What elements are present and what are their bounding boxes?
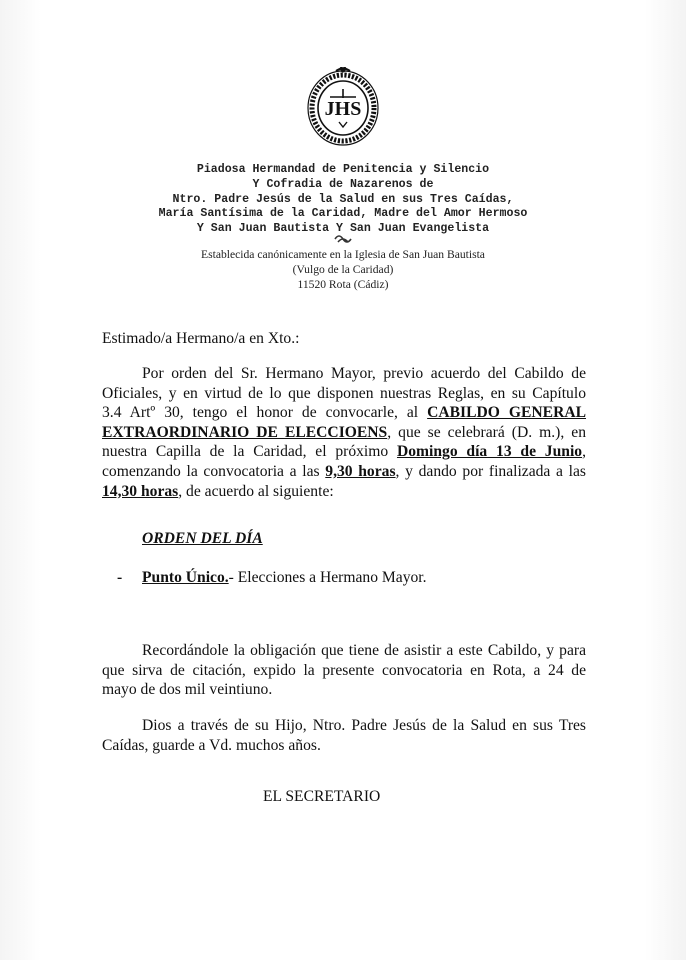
brotherhood-name-header — [100, 163, 586, 237]
paragraph-line: 3.4 Artº 30, tengo el honor de convocarle, al CABILDO GENERAL — [102, 404, 586, 422]
header-line: Y Cofradia de Nazarenos de — [252, 177, 434, 191]
citation-paragraph — [102, 641, 586, 700]
agenda-item-label: Punto Único. — [142, 569, 229, 586]
extraordinario-emphasis: EXTRAORDINARIO DE ELECCIOENS — [102, 423, 388, 441]
address-line: Establecida canónicamente en la Iglesia de San Juan Bautista — [201, 248, 485, 261]
paragraph-line: EXTRAORDINARIO DE ELECCIOENS, que se celebrará (D. m.), en — [102, 423, 586, 441]
paragraph-line: Por orden del Sr. Hermano Mayor, previo acuerdo del Cabildo de — [142, 365, 586, 382]
blessing-paragraph — [102, 716, 586, 755]
agenda-bullet: - — [117, 569, 123, 586]
paragraph-line: Recordándole la obligación que tiene de asistir a este Cabildo, y para — [142, 642, 586, 659]
paragraph-line: Dios a través de su Hijo, Ntro. Padre Jesús de la Salud en sus Tres — [142, 717, 586, 734]
paragraph-line: Caídas, guarde a Vd. muchos años. — [102, 736, 321, 754]
start-time-emphasis: 9,30 horas — [325, 462, 396, 480]
paragraph-line: nuestra Capilla de la Caridad, el próximo Domingo día 13 de Junio, — [102, 443, 586, 461]
paragraph-line: que sirva de citación, expido la presente convocatoria en Rota, a 24 de — [102, 661, 586, 679]
paragraph-line: 14,30 horas, de acuerdo al siguiente: — [102, 482, 334, 500]
svg-text:JHS: JHS — [324, 98, 362, 120]
header-line: María Santísima de la Caridad, Madre del Amor Hermoso — [158, 207, 528, 221]
address-line: 11520 Rota (Cádiz) — [297, 278, 389, 292]
date-emphasis: Domingo día 13 de Junio — [396, 443, 583, 461]
flourish-ornament-icon — [333, 233, 353, 245]
address-line: (Vulgo de la Caridad) — [292, 263, 394, 277]
header-line: Y San Juan Bautista Y San Juan Evangelista — [196, 222, 490, 236]
signature-title: EL SECRETARIO — [263, 788, 381, 805]
cabildo-general-emphasis: CABILDO GENERAL — [427, 404, 586, 422]
header-line: Piadosa Hermandad de Penitencia y Silencio — [196, 163, 490, 176]
greeting: Estimado/a Hermano/a en Xto.: — [102, 330, 300, 347]
paragraph-line: comenzando la convocatoria a las 9,30 horas, y dando por finalizada a las — [102, 462, 586, 480]
canonical-address — [100, 247, 586, 293]
agenda-item — [142, 569, 427, 587]
end-time-emphasis: 14,30 horas — [102, 482, 179, 500]
agenda-item-text: - Elecciones a Hermano Mayor. — [228, 569, 427, 586]
paragraph-line: mayo de dos mil veintiuno. — [102, 681, 273, 699]
paragraph-line: Oficiales, y en virtud de lo que disponen nuestras Reglas, en su Capítulo — [102, 384, 586, 402]
header-line: Ntro. Padre Jesús de la Salud en sus Tres Caídas, — [172, 192, 514, 206]
convocation-paragraph — [102, 364, 586, 501]
agenda-title: ORDEN DEL DÍA — [142, 530, 263, 547]
brotherhood-seal-logo — [306, 67, 380, 147]
